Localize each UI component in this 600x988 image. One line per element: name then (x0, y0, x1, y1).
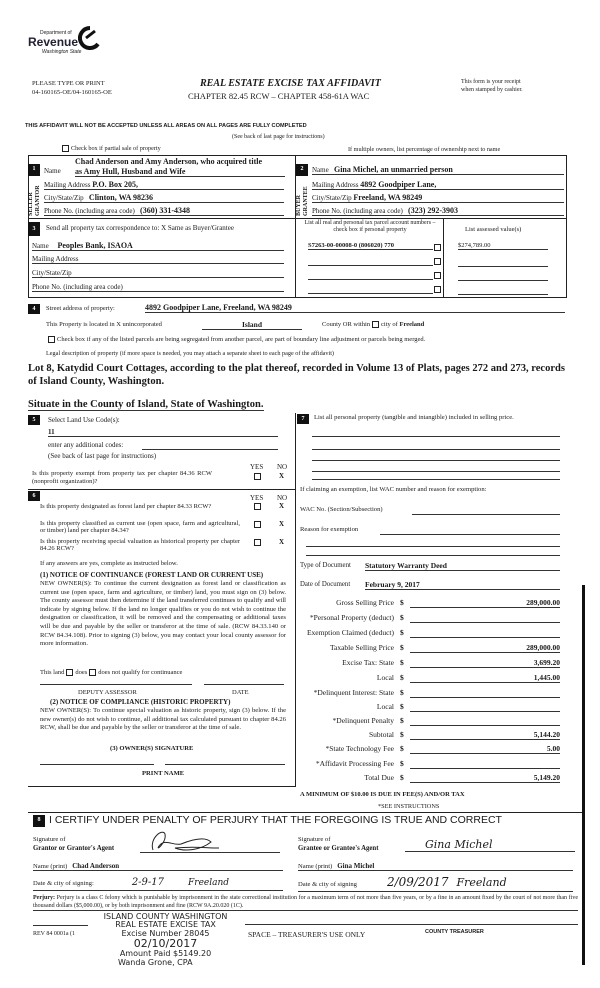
dor-logo-icon (78, 26, 102, 50)
form-number: 04-160165-OE/04-160165-OE (32, 89, 112, 96)
section-6-number: 6 (28, 491, 40, 501)
segregated-checkbox[interactable]: Check box if any of the listed parcels are being segregated from another parcel, are part of boundary line adjustment or parcels being merged. (46, 336, 425, 343)
correspondence-mailing[interactable]: Mailing Address (32, 255, 284, 264)
fee-label: *State Technology Fee (325, 744, 394, 753)
fee-label: Taxable Selling Price (329, 643, 394, 652)
fee-label: *Delinquent Penalty (332, 716, 394, 725)
historic-no-mark[interactable]: X (279, 538, 285, 546)
current-use-no-mark[interactable]: X (279, 520, 285, 528)
currency-sign: $ (400, 688, 404, 697)
currency-sign: $ (400, 598, 404, 607)
fee-value[interactable] (410, 613, 560, 623)
assessed-value[interactable]: $274,789.00 (458, 242, 548, 250)
grantor-date-city[interactable]: Date & city of signing: 2-9-17 Freeland (33, 877, 283, 891)
land-use-code[interactable]: 11 (48, 428, 278, 437)
does-qualify-checkbox[interactable] (66, 669, 73, 676)
buyer-label: BUYER GRANTEE (296, 186, 309, 216)
does-not-qualify-checkbox[interactable] (89, 669, 96, 676)
correspondence-name[interactable]: Name Peoples Bank, ISAOA (32, 241, 284, 251)
exempt-no-mark[interactable]: X (279, 472, 285, 480)
seller-city[interactable]: City/State/Zip Clinton, WA 98236 (44, 193, 284, 203)
reason-input[interactable] (380, 534, 560, 535)
fee-value[interactable] (410, 688, 560, 698)
section-3-number: 3 (28, 222, 40, 236)
fee-value[interactable] (410, 628, 560, 638)
treasurer-stamp: ISLAND COUNTY WASHINGTON REAL ESTATE EXCISE TAX Excise Number 28045 02/10/2017 Amount Paid $5149.20 Wanda Grone, CPA (103, 912, 228, 967)
grantee-print-name[interactable]: Name (print) Gina Michel (298, 862, 573, 871)
currency-sign: $ (400, 673, 404, 682)
section-7-number: 7 (297, 414, 309, 424)
buyer-name[interactable]: Name Gina Michel, an unmarried person (312, 165, 564, 175)
buyer-phone[interactable]: Phone No. (including area code) (323) 292-3903 (312, 206, 564, 216)
parcel-number[interactable]: S7263-00-00008-0 (806020) 770 (308, 242, 433, 250)
situate: Situate in the County of Island, State of Washington. (28, 399, 264, 410)
document-date[interactable]: February 9, 2017 (365, 580, 560, 590)
currency-sign: $ (400, 628, 404, 637)
fee-label: Subtotal (368, 730, 394, 739)
buyer-mailing[interactable]: Mailing Address 4892 Goodpiper Lane, (312, 180, 564, 190)
correspondence-city[interactable]: City/State/Zip (32, 269, 284, 278)
fee-label: Excise Tax: State (342, 658, 394, 667)
section-2-number: 2 (296, 164, 308, 176)
currency-sign: $ (400, 773, 404, 782)
currency-sign: $ (400, 730, 404, 739)
fee-label: Local (376, 702, 394, 711)
currency-sign: $ (400, 658, 404, 667)
currency-sign: $ (400, 716, 404, 725)
fee-label: Local (376, 673, 394, 682)
within-city-checkbox[interactable] (372, 321, 379, 328)
forest-no-mark[interactable]: X (279, 502, 285, 510)
warning: THIS AFFIDAVIT WILL NOT BE ACCEPTED UNLESS ALL AREAS ON ALL PAGES ARE FULLY COMPLETED (25, 123, 307, 129)
fee-value[interactable]: 289,000.00 (410, 598, 560, 608)
buyer-city[interactable]: City/State/Zip Freeland, WA 98249 (312, 193, 564, 203)
seller-label: SELLER GRANTOR (28, 185, 41, 216)
currency-sign: $ (400, 702, 404, 711)
county-field[interactable]: Island (202, 320, 302, 330)
personal-property-checkbox-2[interactable] (434, 258, 441, 265)
currency-sign: $ (400, 744, 404, 753)
fee-value[interactable]: 3,699.20 (410, 658, 560, 668)
certify-statement: I CERTIFY UNDER PENALTY OF PERJURY THAT THE FOREGOING IS TRUE AND CORRECT (49, 814, 502, 826)
wac-input[interactable] (412, 514, 560, 515)
fee-label: *Delinquent Interest: State (313, 688, 394, 697)
parcel-number-3[interactable] (308, 271, 433, 280)
fee-value[interactable]: 5,149.20 (410, 773, 560, 783)
type-or-print: PLEASE TYPE OR PRINT (32, 80, 105, 87)
parcel-number-4[interactable] (308, 285, 433, 294)
grantor-print-name[interactable]: Name (print) Chad Anderson (33, 862, 283, 871)
perjury-notice: Perjury: Perjury is a class C felony which is punishable by imprisonment in the state correctional institution for a maximum term of not more than five years, or by a fine in an amount fixed by the court of not more than five thousand dollars ($5,000.00), or by both imprisonment and fine (RCW 9A.20.020 (1C). (33, 895, 579, 909)
page-subtitle: CHAPTER 82.45 RCW – CHAPTER 458-61A WAC (188, 91, 370, 101)
additional-codes-input[interactable] (142, 449, 278, 450)
parcel-number-2[interactable] (308, 257, 433, 266)
fee-label: Exemption Claimed (deduct) (306, 628, 394, 637)
fee-value[interactable] (410, 716, 560, 726)
seller-mailing[interactable]: Mailing Address P.O. Box 205, (44, 180, 284, 190)
forest-yes-checkbox[interactable] (254, 503, 261, 510)
section-8-number: 8 (33, 815, 45, 827)
fee-value[interactable] (410, 702, 560, 712)
owner-signature-line[interactable] (40, 764, 154, 765)
currency-sign: $ (400, 613, 404, 622)
personal-property-checkbox-1[interactable] (434, 244, 441, 251)
seller-name[interactable]: Chad Anderson and Amy Anderson, who acquired title (75, 157, 262, 166)
fee-value[interactable]: 5,144.20 (410, 730, 560, 740)
fee-label: Gross Selling Price (336, 598, 394, 607)
current-use-yes-checkbox[interactable] (254, 521, 261, 528)
personal-property-checkbox-3[interactable] (434, 272, 441, 279)
document-type[interactable]: Statutory Warranty Deed (365, 561, 560, 571)
section-1-number: 1 (28, 164, 40, 176)
page-title: REAL ESTATE EXCISE TAX AFFIDAVIT (200, 78, 381, 89)
grantor-signature-scribble (145, 828, 225, 856)
historic-yes-checkbox[interactable] (254, 539, 261, 546)
fee-value[interactable]: 5.00 (410, 744, 560, 754)
legal-description: Lot 8, Katydid Court Cottages, according to the plat thereof, recorded in Volume 13 of Plats, pages 272 and 273, records of Island County, Washington. (28, 363, 565, 387)
fee-value[interactable]: 289,000.00 (410, 643, 560, 653)
seller-phone[interactable]: Phone No. (including area code) (360) 331-4348 (44, 206, 284, 216)
grantee-signature[interactable]: Gina Michel (405, 838, 575, 852)
section-5-number: 5 (28, 415, 40, 425)
exempt-yes-checkbox[interactable] (254, 473, 261, 480)
fee-label: *Personal Property (deduct) (309, 613, 394, 622)
currency-sign: $ (400, 643, 404, 652)
fee-label: Total Due (364, 773, 394, 782)
fee-value[interactable] (410, 759, 560, 769)
fee-label: *Affidavit Processing Fee (315, 759, 394, 768)
partial-sale-checkbox[interactable]: Check box if partial sale of property (60, 145, 161, 152)
correspondence-phone[interactable]: Phone No. (including area code) (32, 283, 284, 292)
currency-sign: $ (400, 759, 404, 768)
personal-property-checkbox-4[interactable] (434, 286, 441, 293)
grantee-date-city[interactable]: Date & city of signing 2/09/2017 Freeland (298, 876, 573, 892)
property-address[interactable]: 4892 Goodpiper Lane, Freeland, WA 98249 (145, 303, 565, 313)
section-4-number: 4 (28, 304, 40, 314)
fee-value[interactable]: 1,445.00 (410, 673, 560, 683)
